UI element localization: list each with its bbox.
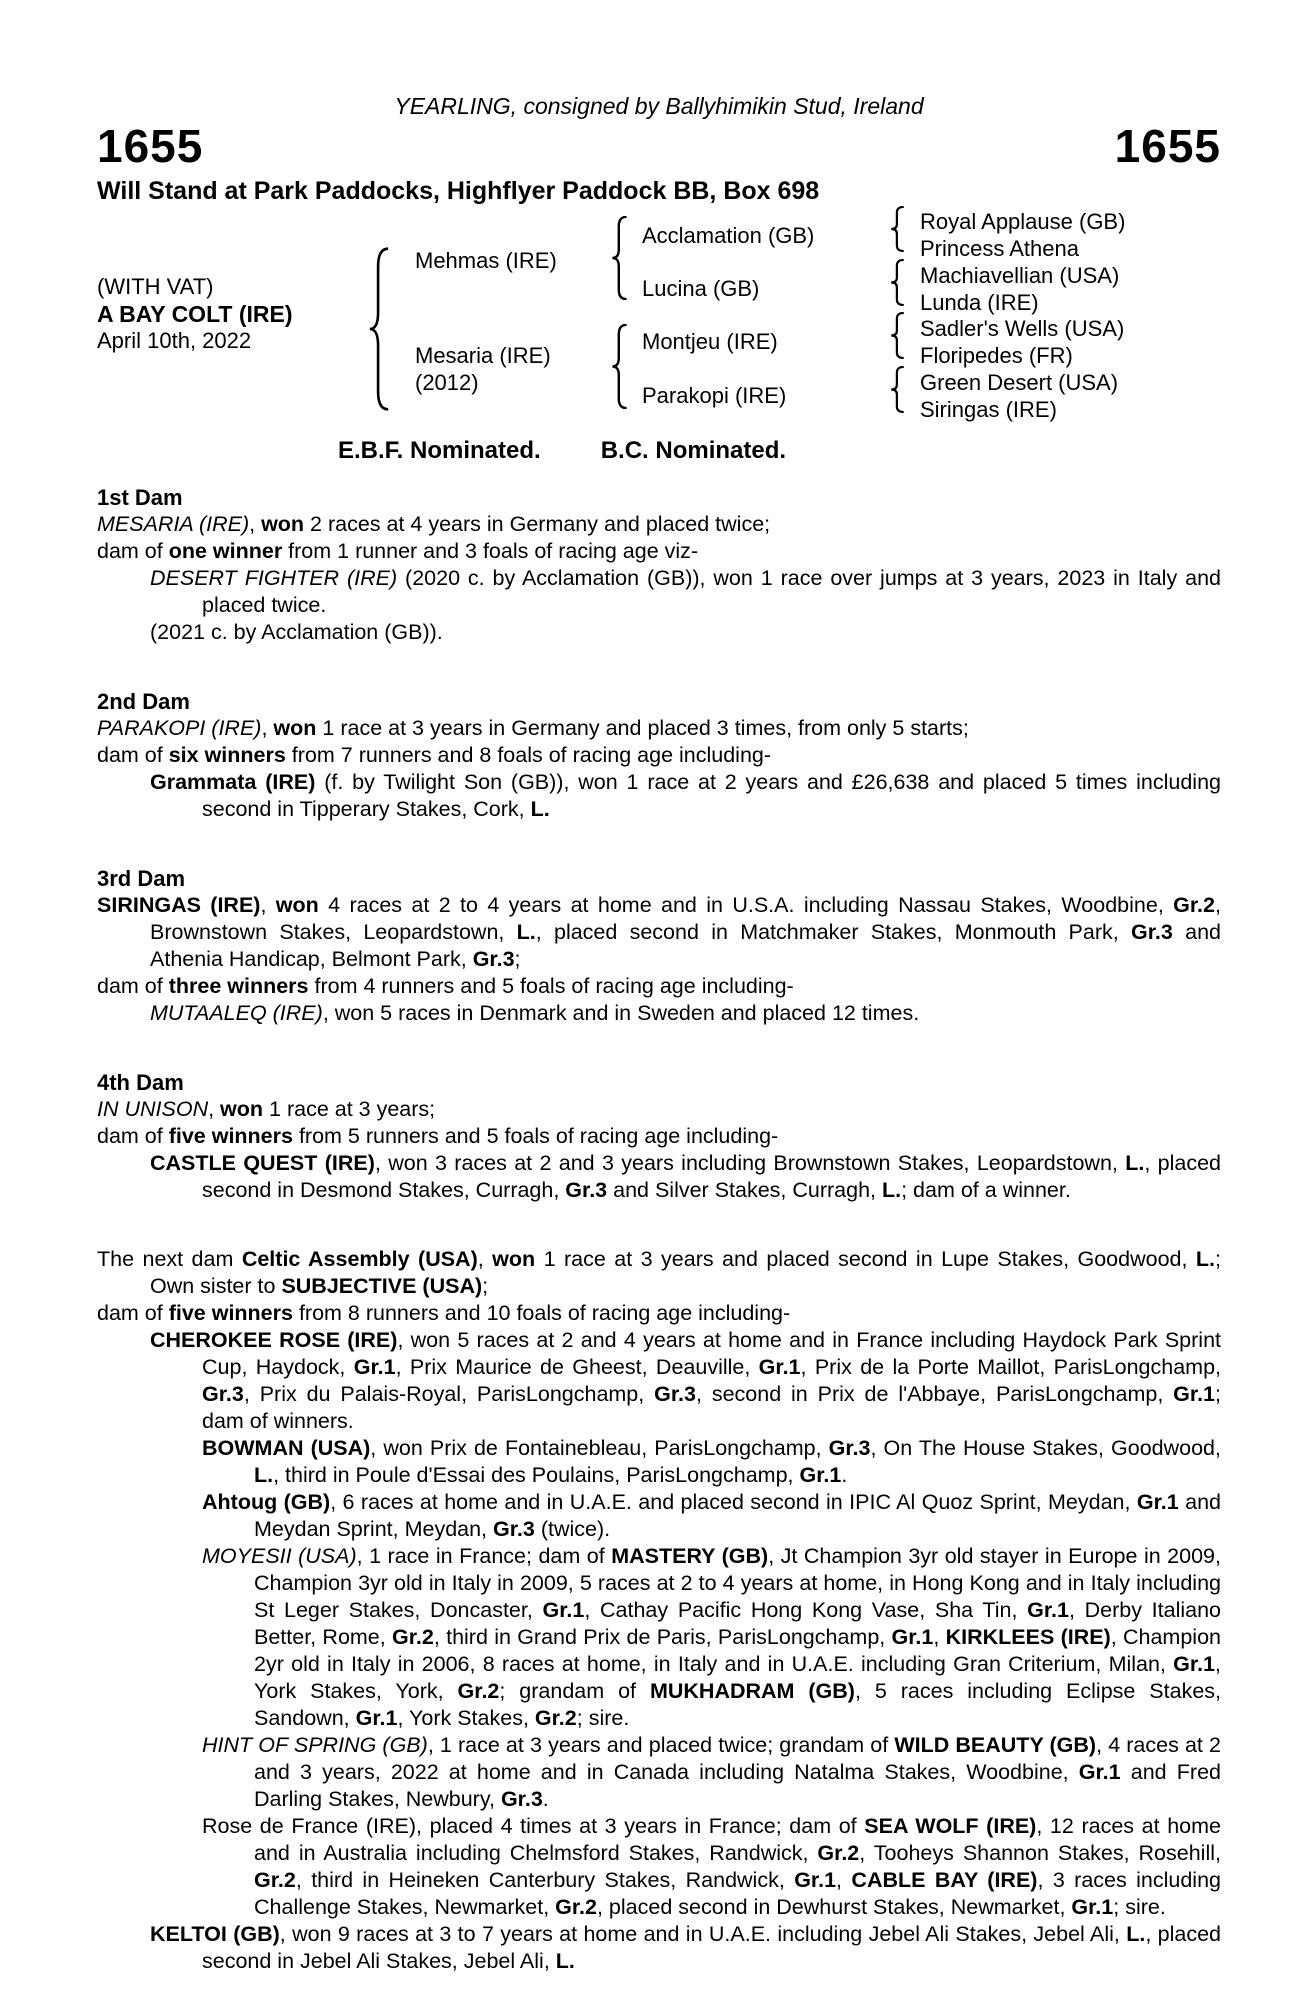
text-run: MUTAALEQ (IRE) (150, 1001, 323, 1025)
text-run: SIRINGAS (IRE) (97, 893, 261, 917)
text-run: L. (1125, 1151, 1145, 1175)
pedigree-granddam-sire-side: Lucina (GB) (642, 276, 760, 301)
catalogue-paragraph (97, 1300, 1221, 1327)
text-run: Gr.1 (758, 1355, 801, 1379)
catalogue-paragraph (97, 511, 1221, 538)
pedigree-dam: Mesaria (IRE) (415, 343, 551, 368)
text-run: SUBJECTIVE (USA) (281, 1274, 483, 1298)
text-run: Gr.1 (799, 1463, 842, 1487)
text-run: IN UNISON (97, 1097, 209, 1121)
text-run: L. (530, 797, 550, 821)
text-run: and Silver Stakes, Curragh, (607, 1178, 882, 1202)
text-run: , Prix de la Porte Maillot, ParisLongchamp, (800, 1355, 1221, 1379)
pedigree-grandsire-dam-side: Montjeu (IRE) (642, 329, 778, 354)
text-run: , (477, 1247, 493, 1271)
stand-location-line: Will Stand at Park Paddocks, Highflyer Paddock BB, Box 698 (97, 177, 820, 205)
pedigree-ggp-4: Lunda (IRE) (920, 290, 1039, 315)
pedigree-subject: A BAY COLT (IRE) (97, 301, 293, 327)
text-run: , Prix Maurice de Gheest, Deauville, (395, 1355, 759, 1379)
catalogue-paragraph (97, 1246, 1221, 1300)
pedigree-brace-gg3 (890, 312, 905, 359)
text-run: Gr.1 (355, 1706, 398, 1730)
text-run: won (275, 893, 319, 917)
text-run: won (220, 1097, 264, 1121)
text-run: dam of (97, 1124, 169, 1148)
text-run: Gr.1 (353, 1355, 396, 1379)
catalogue-paragraph (97, 1543, 1221, 1732)
text-run: PARAKOPI (IRE) (97, 716, 262, 740)
pedigree-brace-gg1 (890, 206, 905, 252)
text-run: CABLE BAY (IRE) (851, 1868, 1038, 1892)
dam-section-heading: 4th Dam (97, 1070, 184, 1095)
text-run: , third in Poule d'Essai des Poulains, ParisLongchamp, (273, 1463, 800, 1487)
text-run: Gr.1 (794, 1868, 837, 1892)
text-run: Gr.2 (457, 1679, 500, 1703)
catalogue-paragraph (97, 742, 1221, 769)
text-run: CHEROKEE ROSE (IRE) (150, 1328, 398, 1352)
dam-section-heading: 2nd Dam (97, 689, 190, 714)
text-run: (twice). (534, 1517, 611, 1541)
catalogue-paragraph (97, 892, 1221, 973)
text-run: , won 9 races at 3 to 7 years at home and in U.A.E. including Jebel Ali Stakes, Jebel Ali, (279, 1922, 1127, 1946)
pedigree-ggp-2: Princess Athena (920, 236, 1079, 261)
text-run: , Brownstown Stakes, Leopardstown, (150, 893, 1221, 944)
text-run: Gr.3 (828, 1436, 871, 1460)
lot-number-right: 1655 (1114, 120, 1221, 172)
text-run: Gr.1 (1173, 1652, 1216, 1676)
catalogue-paragraph (97, 1150, 1221, 1204)
text-run: ; dam of a winner. (901, 1178, 1071, 1202)
text-run: Grammata (IRE) (150, 770, 316, 794)
text-run: DESERT FIGHTER (IRE) (150, 566, 398, 590)
text-run: Gr.3 (202, 1382, 244, 1406)
text-run: L. (555, 1949, 575, 1973)
text-run: , York Stakes, (397, 1706, 535, 1730)
text-run: won (273, 716, 317, 740)
text-run: (2020 c. by Acclamation (GB)), won 1 race over jumps at 3 years, 2023 in Italy and placed twice. (202, 566, 1221, 617)
text-run: Gr.1 (1078, 1760, 1121, 1784)
text-run: dam of (97, 539, 169, 563)
catalogue-paragraph (97, 1096, 1221, 1123)
with-vat-note: (WITH VAT) (97, 274, 214, 299)
catalogue-paragraph (97, 1123, 1221, 1150)
text-run: The next dam (97, 1247, 242, 1271)
pedigree-ggp-3: Machiavellian (USA) (920, 263, 1120, 288)
catalogue-paragraph (97, 973, 1221, 1000)
text-run: Gr.3 (472, 947, 515, 971)
text-run: , third in Grand Prix de Paris, ParisLongchamp, (433, 1625, 892, 1649)
text-run: from 1 runner and 3 foals of racing age viz- (282, 539, 699, 563)
text-run: , 1 race in France; dam of (356, 1544, 612, 1568)
text-run: five winners (168, 1124, 293, 1148)
text-run: 1 race at 3 years and placed second in Lupe Stakes, Goodwood, (535, 1247, 1196, 1271)
text-run: three winners (168, 974, 309, 998)
text-run: won (492, 1247, 536, 1271)
text-run: 1 race at 3 years in Germany and placed 3 times, from only 5 starts; (316, 716, 969, 740)
text-run: . (542, 1787, 549, 1811)
dam-section-heading: 1st Dam (97, 485, 183, 510)
text-run: Gr.1 (1027, 1598, 1069, 1622)
catalogue-paragraph (97, 769, 1221, 823)
text-run: , (836, 1868, 852, 1892)
text-run: from 5 runners and 5 foals of racing age including- (292, 1124, 779, 1148)
text-run: , placed second in Desmond Stakes, Curragh, (202, 1151, 1222, 1202)
dam-section (97, 1069, 1221, 1204)
pedigree-ggp-5: Sadler's Wells (USA) (920, 316, 1125, 341)
pedigree-brace-gg4 (890, 366, 905, 413)
pedigree-granddam-dam-side: Parakopi (IRE) (642, 383, 787, 408)
text-run: Gr.1 (542, 1598, 585, 1622)
nominations-line (338, 438, 1221, 464)
catalogue-paragraph (97, 538, 1221, 565)
text-run: SEA WOLF (IRE) (864, 1814, 1037, 1838)
text-run: dam of (97, 974, 169, 998)
pedigree-ggp-8: Siringas (IRE) (920, 397, 1057, 422)
text-run: Gr.3 (654, 1382, 696, 1406)
text-run: L. (1126, 1922, 1146, 1946)
text-run: ; Own sister to (150, 1247, 1221, 1298)
text-run: from 8 runners and 10 foals of racing age including- (292, 1301, 791, 1325)
text-run: ; dam of winners. (202, 1382, 1221, 1433)
text-run: , 12 races at home and in Australia including Chelmsford Stakes, Randwick, (254, 1814, 1221, 1865)
text-run: , won Prix de Fontainebleau, ParisLongchamp, (370, 1436, 829, 1460)
catalogue-paragraph (97, 619, 1221, 646)
text-run: Gr.2 (1173, 893, 1215, 917)
text-run: (2021 c. by Acclamation (GB)). (150, 620, 443, 644)
text-run: BOWMAN (USA) (202, 1436, 371, 1460)
foal-date: April 10th, 2022 (97, 328, 252, 353)
text-run: won (261, 512, 305, 536)
text-run: L. (882, 1178, 902, 1202)
text-run: , York Stakes, York, (254, 1652, 1221, 1703)
text-run: , 4 races at 2 and 3 years, 2022 at home and in Canada including Natalma Stakes, Woodbine, (254, 1733, 1221, 1784)
pedigree-brace-dam (611, 324, 628, 409)
text-run: , won 5 races at 2 and 4 years at home and in France including Haydock Park Sprint Cup, Haydock, (202, 1328, 1221, 1379)
text-run: 4 races at 2 to 4 years at home and in U.S.A. including Nassau Stakes, Woodbine, (318, 893, 1174, 917)
text-run: dam of (97, 1301, 169, 1325)
text-run: , (208, 1097, 221, 1121)
text-run: one winner (168, 539, 283, 563)
pedigree-tree (0, 206, 1314, 432)
text-run: , Derby Italiano Better, Rome, (254, 1598, 1221, 1649)
text-run: , 5 races including Eclipse Stakes, Sandown, (254, 1679, 1221, 1730)
text-run: and Athenia Handicap, Belmont Park, (150, 920, 1221, 971)
text-run: , placed second in Jebel Ali Stakes, Jebel Ali, (202, 1922, 1221, 1973)
text-run: from 4 runners and 5 foals of racing age including- (308, 974, 794, 998)
text-run: ; (514, 947, 521, 971)
text-run: , Prix du Palais-Royal, ParisLongchamp, (243, 1382, 655, 1406)
text-run: KELTOI (GB) (150, 1922, 280, 1946)
dam-section (97, 484, 1221, 646)
text-run: six winners (168, 743, 286, 767)
catalogue-paragraph (97, 1813, 1221, 1921)
text-run: dam of (97, 743, 169, 767)
text-run: , placed second in Matchmaker Stakes, Monmouth Park, (535, 920, 1131, 944)
text-run: , Jt Champion 3yr old stayer in Europe in 2009, Champion 3yr old in Italy in 2009, 5 races at 2 to 4 years at home, in Hong Kong and in Italy including St Leger Stakes, Doncaster, (254, 1544, 1221, 1622)
dam-section (97, 1246, 1221, 1975)
text-run: Gr.3 (493, 1517, 535, 1541)
pedigree-dam-year: (2012) (415, 370, 479, 395)
text-run: (f. by Twilight Son (GB)), won 1 race at 2 years and £26,638 and placed 5 times including second in Tipperary Stakes, Cork, (202, 770, 1221, 821)
lot-number-row (97, 120, 1221, 172)
catalogue-body (97, 484, 1221, 1975)
text-run: and Meydan Sprint, Meydan, (254, 1490, 1221, 1541)
text-run: Ahtoug (GB) (202, 1490, 331, 1514)
catalogue-paragraph (97, 1000, 1221, 1027)
catalogue-paragraph (97, 1489, 1221, 1543)
text-run: Gr.2 (555, 1895, 597, 1919)
dam-section-heading: 3rd Dam (97, 866, 186, 891)
text-run: Gr.2 (817, 1841, 860, 1865)
text-run: MUKHADRAM (GB) (649, 1679, 855, 1703)
text-run: from 7 runners and 8 foals of racing age including- (285, 743, 772, 767)
text-run: Gr.1 (891, 1625, 934, 1649)
text-run: . (841, 1463, 848, 1487)
text-run: KIRKLEES (IRE) (945, 1625, 1111, 1649)
text-run: , Cathay Pacific Hong Kong Vase, Sha Tin, (584, 1598, 1028, 1622)
text-run: Gr.1 (1173, 1382, 1216, 1406)
text-run: , 1 race at 3 years and placed twice; grandam of (427, 1733, 895, 1757)
bc-nominated-label: B.C. Nominated. (600, 437, 787, 464)
catalogue-paragraph (97, 1732, 1221, 1813)
pedigree-ggp-6: Floripedes (FR) (920, 343, 1073, 368)
text-run: five winners (168, 1301, 293, 1325)
text-run: ; (482, 1274, 489, 1298)
text-run: Gr.2 (254, 1868, 296, 1892)
text-run: Gr.1 (1071, 1895, 1114, 1919)
consignor-line: YEARLING, consigned by Ballyhimikin Stud, Ireland (394, 93, 924, 119)
text-run: MOYESII (USA) (202, 1544, 357, 1568)
text-run: L. (1195, 1247, 1216, 1271)
text-run: , won 3 races at 2 and 3 years including Brownstown Stakes, Leopardstown, (374, 1151, 1126, 1175)
pedigree-brace-sire (611, 216, 628, 300)
text-run: and Fred Darling Stakes, Newbury, (254, 1760, 1221, 1811)
text-run: Gr.3 (565, 1178, 608, 1202)
text-run: Gr.3 (1131, 920, 1173, 944)
pedigree-ggp-7: Green Desert (USA) (920, 370, 1119, 395)
text-run: L. (254, 1463, 274, 1487)
text-run: MESARIA (IRE) (97, 512, 250, 536)
text-run: Gr.1 (1136, 1490, 1179, 1514)
text-run: ; grandam of (499, 1679, 650, 1703)
text-run: CASTLE QUEST (IRE) (150, 1151, 375, 1175)
text-run: , third in Heineken Canterbury Stakes, Randwick, (295, 1868, 795, 1892)
text-run: HINT OF SPRING (GB) (202, 1733, 428, 1757)
text-run: , won 5 races in Denmark and in Sweden and placed 12 times. (322, 1001, 920, 1025)
catalogue-paragraph (97, 715, 1221, 742)
text-run: Rose de France (IRE), placed 4 times at 3 years in France; dam of (202, 1814, 865, 1838)
text-run: , (933, 1625, 946, 1649)
text-run: , second in Prix de l'Abbaye, ParisLongchamp, (695, 1382, 1174, 1406)
catalogue-paragraph (97, 1921, 1221, 1975)
text-run: Gr.2 (534, 1706, 577, 1730)
catalogue-paragraph (97, 1327, 1221, 1435)
ebf-nominated-label: E.B.F. Nominated. (338, 437, 541, 464)
text-run: , (249, 512, 262, 536)
pedigree-brace-level1 (368, 247, 390, 411)
catalogue-paragraph (97, 565, 1221, 619)
text-run: , On The House Stakes, Goodwood, (870, 1436, 1221, 1460)
text-run: , (261, 716, 274, 740)
text-run: 1 race at 3 years; (263, 1097, 436, 1121)
text-run: WILD BEAUTY (GB) (894, 1733, 1097, 1757)
text-run: L. (516, 920, 536, 944)
text-run: , 6 races at home and in U.A.E. and placed second in IPIC Al Quoz Sprint, Meydan, (330, 1490, 1137, 1514)
text-run: , 3 races including Challenge Stakes, Newmarket, (254, 1868, 1221, 1919)
text-run: 2 races at 4 years in Germany and placed twice; (304, 512, 771, 536)
text-run: ; sire. (1113, 1895, 1166, 1919)
dam-section (97, 865, 1221, 1027)
pedigree-ggp-1: Royal Applause (GB) (920, 209, 1126, 234)
pedigree-brace-gg2 (890, 259, 905, 306)
dam-section (97, 688, 1221, 823)
text-run: , Champion 2yr old in Italy in 2006, 8 races at home, in Italy and in U.A.E. including Gran Criterium, Milan, (254, 1625, 1221, 1676)
text-run: , (260, 893, 276, 917)
lot-number-left: 1655 (97, 120, 204, 172)
pedigree-sire: Mehmas (IRE) (415, 248, 557, 273)
text-run: MASTERY (GB) (611, 1544, 769, 1568)
text-run: , placed second in Dewhurst Stakes, Newmarket, (596, 1895, 1072, 1919)
text-run: , Tooheys Shannon Stakes, Rosehill, (859, 1841, 1221, 1865)
text-run: Gr.2 (392, 1625, 434, 1649)
text-run: Gr.3 (500, 1787, 543, 1811)
text-run: Celtic Assembly (USA) (241, 1247, 478, 1271)
catalogue-paragraph (97, 1435, 1221, 1489)
text-run: ; sire. (576, 1706, 630, 1730)
pedigree-grandsire-sire-side: Acclamation (GB) (642, 223, 815, 248)
